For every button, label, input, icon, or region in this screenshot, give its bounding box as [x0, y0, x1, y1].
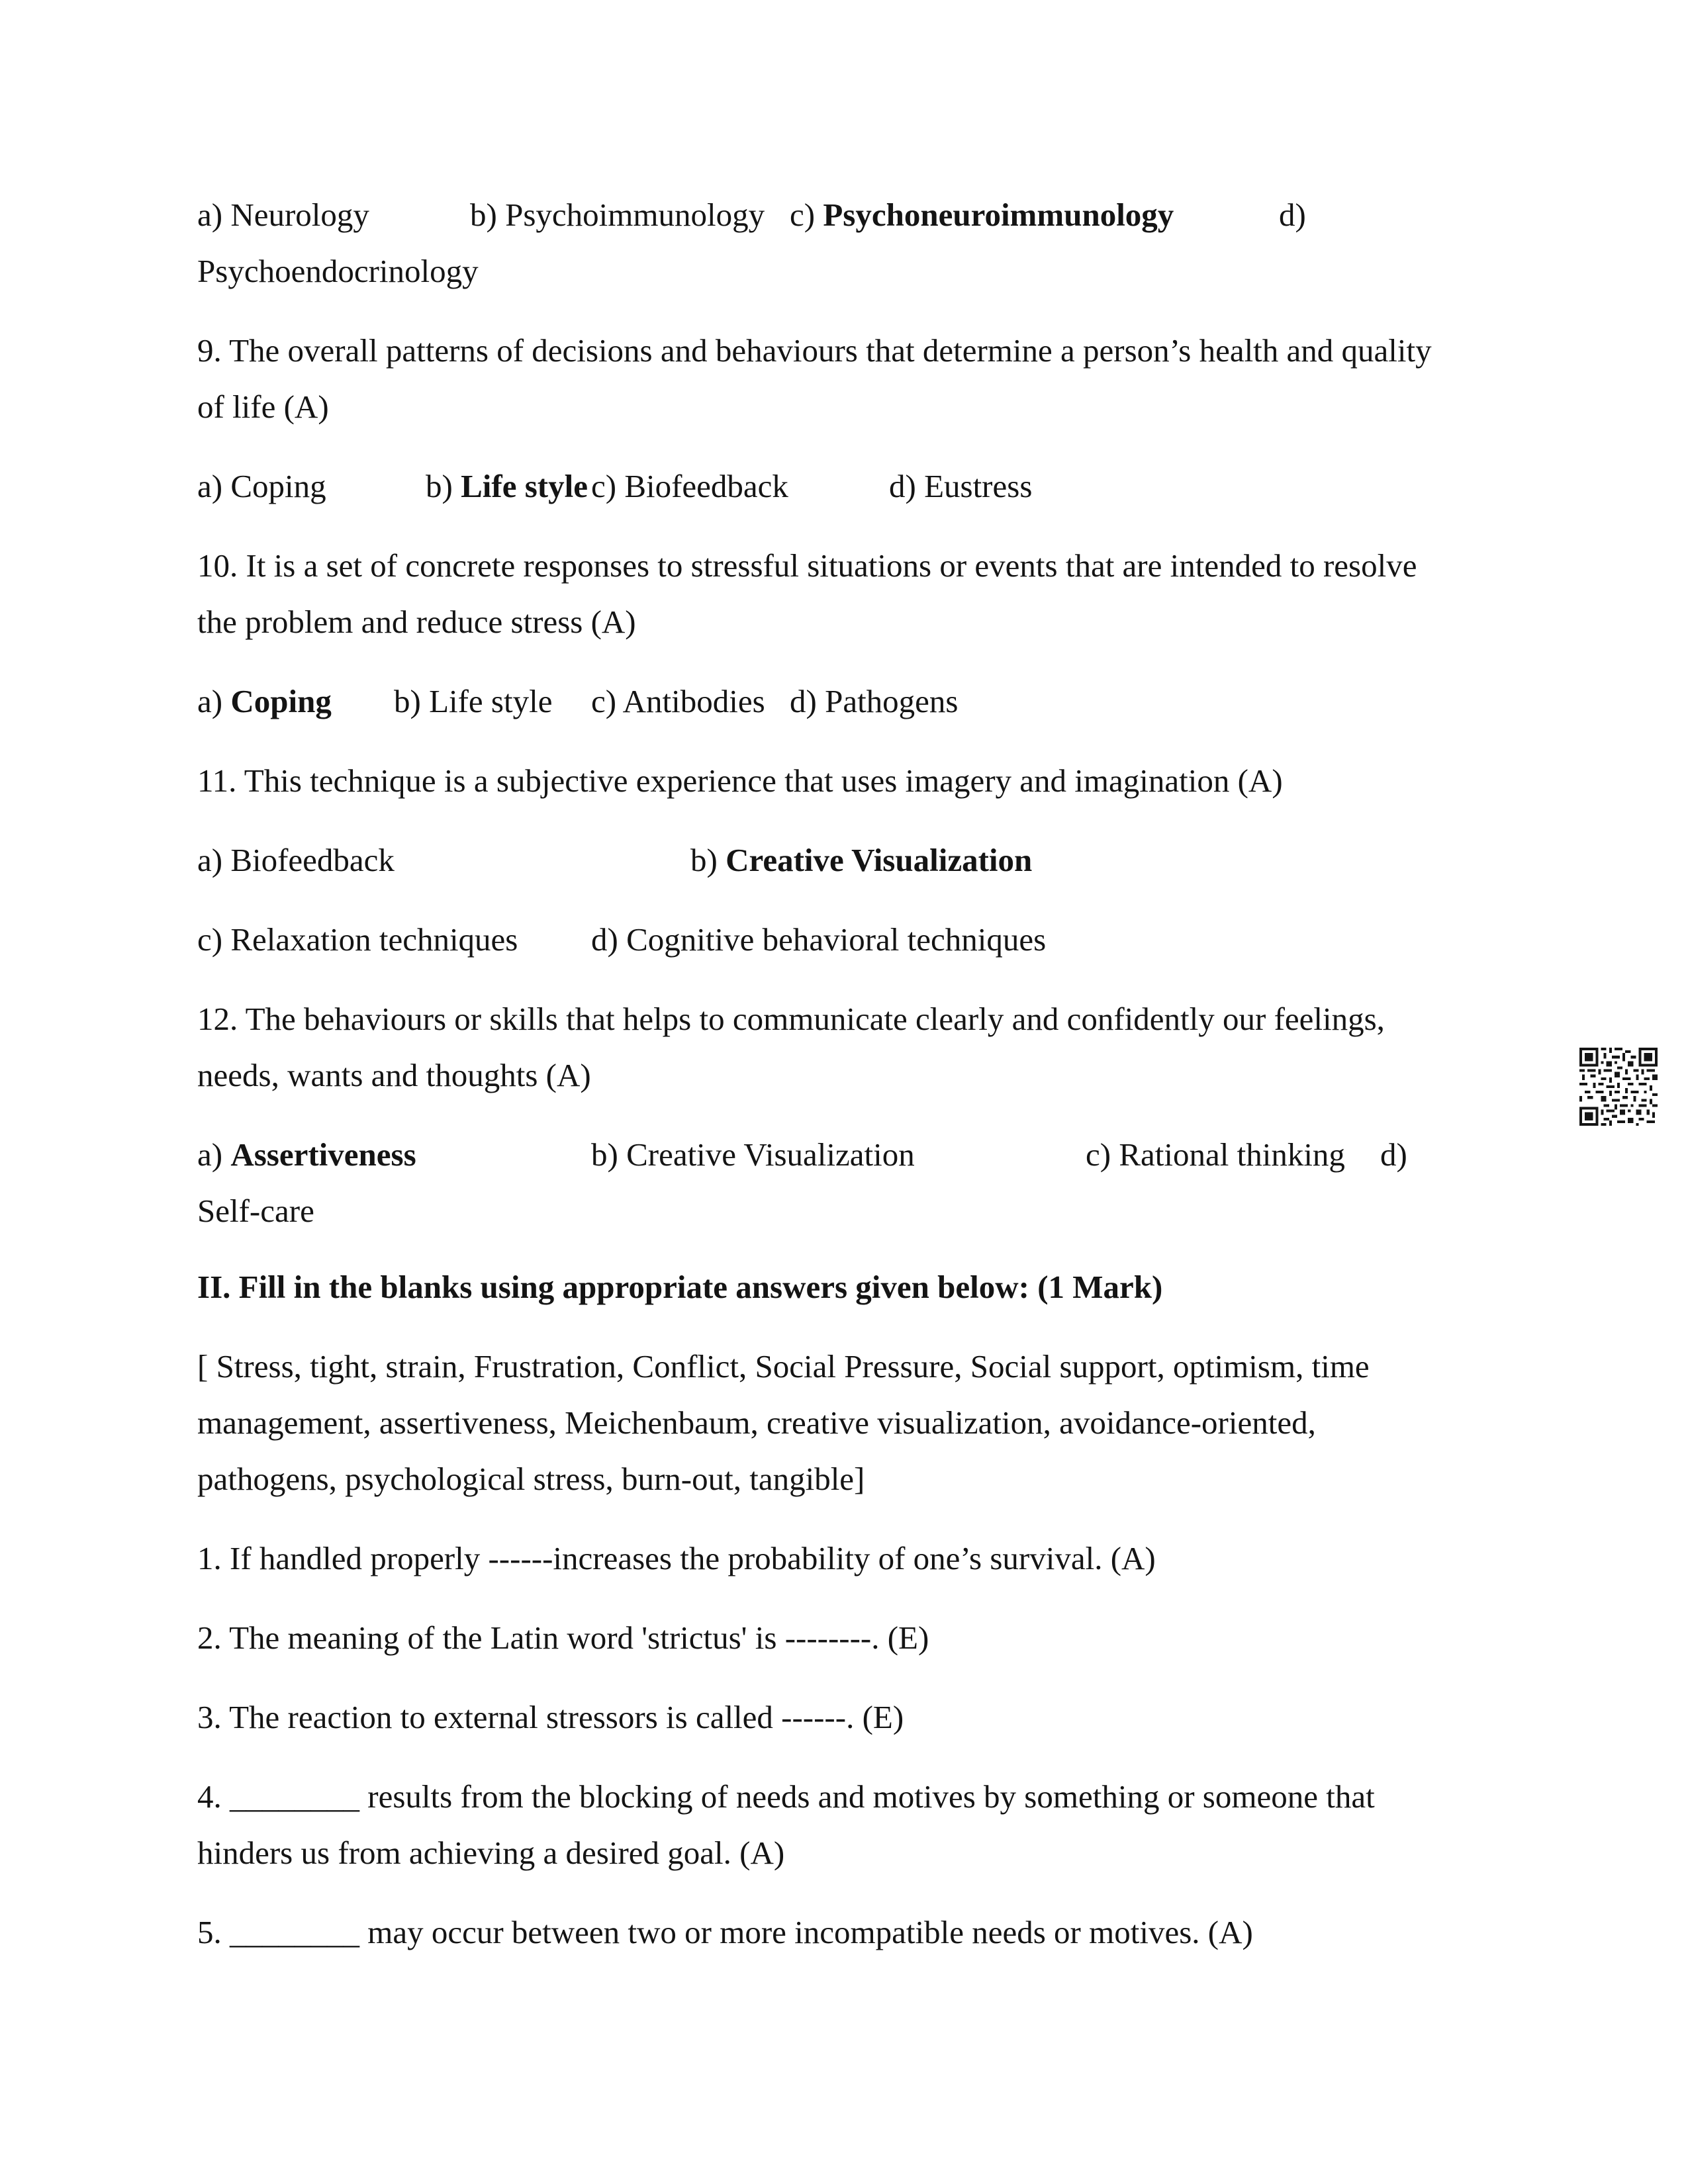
fill-blank-4-line2: hinders us from achieving a desired goal. (A) — [197, 1835, 785, 1871]
q12-option-d-text: Self-care — [197, 1193, 314, 1229]
q8-answer: Psychoneuroimmunology — [823, 197, 1174, 233]
q11-answer: Creative Visualization — [726, 842, 1033, 878]
q12-option-b: b) Creative Visualization — [591, 1136, 915, 1173]
q12-question-line1: 12. The behaviours or skills that helps to communicate clearly and confidently our feelings, — [197, 1001, 1385, 1037]
q11-option-d: d) Cognitive behavioral techniques — [591, 921, 1047, 958]
q10-option-b: b) Life style — [394, 683, 553, 719]
q11-option-b — [690, 844, 1032, 876]
q8-option-b: b) Psychoimmunology — [470, 197, 765, 233]
q11-option-c: c) Relaxation techniques — [197, 921, 518, 958]
fill-blank-1: 1. If handled properly ------increases the probability of one’s survival. (A) — [197, 1540, 1156, 1576]
q10-option-a-prefix: a) — [197, 683, 231, 719]
q9-option-b — [426, 470, 588, 502]
fill-blank-5: 5. ________ may occur between two or more incompatible needs or motives. (A) — [197, 1914, 1253, 1950]
q12-option-d-prefix: d) — [1380, 1136, 1407, 1173]
q12-question-line2: needs, wants and thoughts (A) — [197, 1057, 591, 1093]
q9-answer: Life style — [461, 468, 588, 504]
fill-blank-3: 3. The reaction to external stressors is called ------. (E) — [197, 1699, 904, 1735]
q11-option-a: a) Biofeedback — [197, 842, 395, 878]
q11-question-line1: 11. This technique is a subjective experience that uses imagery and imagination (A) — [197, 762, 1283, 799]
fill-blank-4-line1: 4. ________ results from the blocking of needs and motives by something or someone that — [197, 1778, 1375, 1815]
qr-code-icon — [1579, 1048, 1658, 1126]
word-bank-line3: pathogens, psychological stress, burn-out, tangible] — [197, 1461, 865, 1497]
section-2-heading-text: II. Fill in the blanks using appropriate answers given below: (1 Mark) — [197, 1269, 1163, 1305]
q8-option-d-text: Psychoendocrinology — [197, 253, 479, 289]
q8-option-c-prefix: c) — [790, 197, 823, 233]
q12-answer: Assertiveness — [230, 1136, 416, 1173]
fill-blank-2: 2. The meaning of the Latin word 'strictus' is --------. (E) — [197, 1619, 929, 1656]
q12-option-a-prefix: a) — [197, 1136, 231, 1173]
q11-option-b-prefix: b) — [690, 842, 726, 878]
q10-option-c: c) Antibodies — [591, 683, 765, 719]
q9-option-b-prefix: b) — [426, 468, 461, 504]
q10-option-a — [197, 685, 332, 717]
q9-question-line2: of life (A) — [197, 388, 329, 425]
q8-option-a: a) Neurology — [197, 197, 369, 233]
q12-option-c: c) Rational thinking — [1086, 1136, 1345, 1173]
q10-question-line2: the problem and reduce stress (A) — [197, 604, 636, 640]
q9-option-c: c) Biofeedback — [591, 468, 788, 504]
word-bank-line1: [ Stress, tight, strain, Frustration, Conflict, Social Pressure, Social support, optimism, time — [197, 1348, 1370, 1385]
q8-option-c — [790, 199, 1174, 231]
section-2-heading — [197, 1271, 1162, 1303]
q9-question-line1: 9. The overall patterns of decisions and behaviours that determine a person’s health and quality — [197, 332, 1432, 369]
q10-question-line1: 10. It is a set of concrete responses to stressful situations or events that are intended to resolve — [197, 547, 1417, 584]
q10-option-d: d) Pathogens — [790, 683, 959, 719]
q9-option-a: a) Coping — [197, 468, 326, 504]
q9-option-d: d) Eustress — [889, 468, 1033, 504]
q8-option-d-prefix: d) — [1279, 197, 1306, 233]
q10-answer: Coping — [230, 683, 332, 719]
q12-option-a — [197, 1138, 416, 1171]
word-bank-line2: management, assertiveness, Meichenbaum, creative visualization, avoidance-oriented, — [197, 1404, 1316, 1441]
